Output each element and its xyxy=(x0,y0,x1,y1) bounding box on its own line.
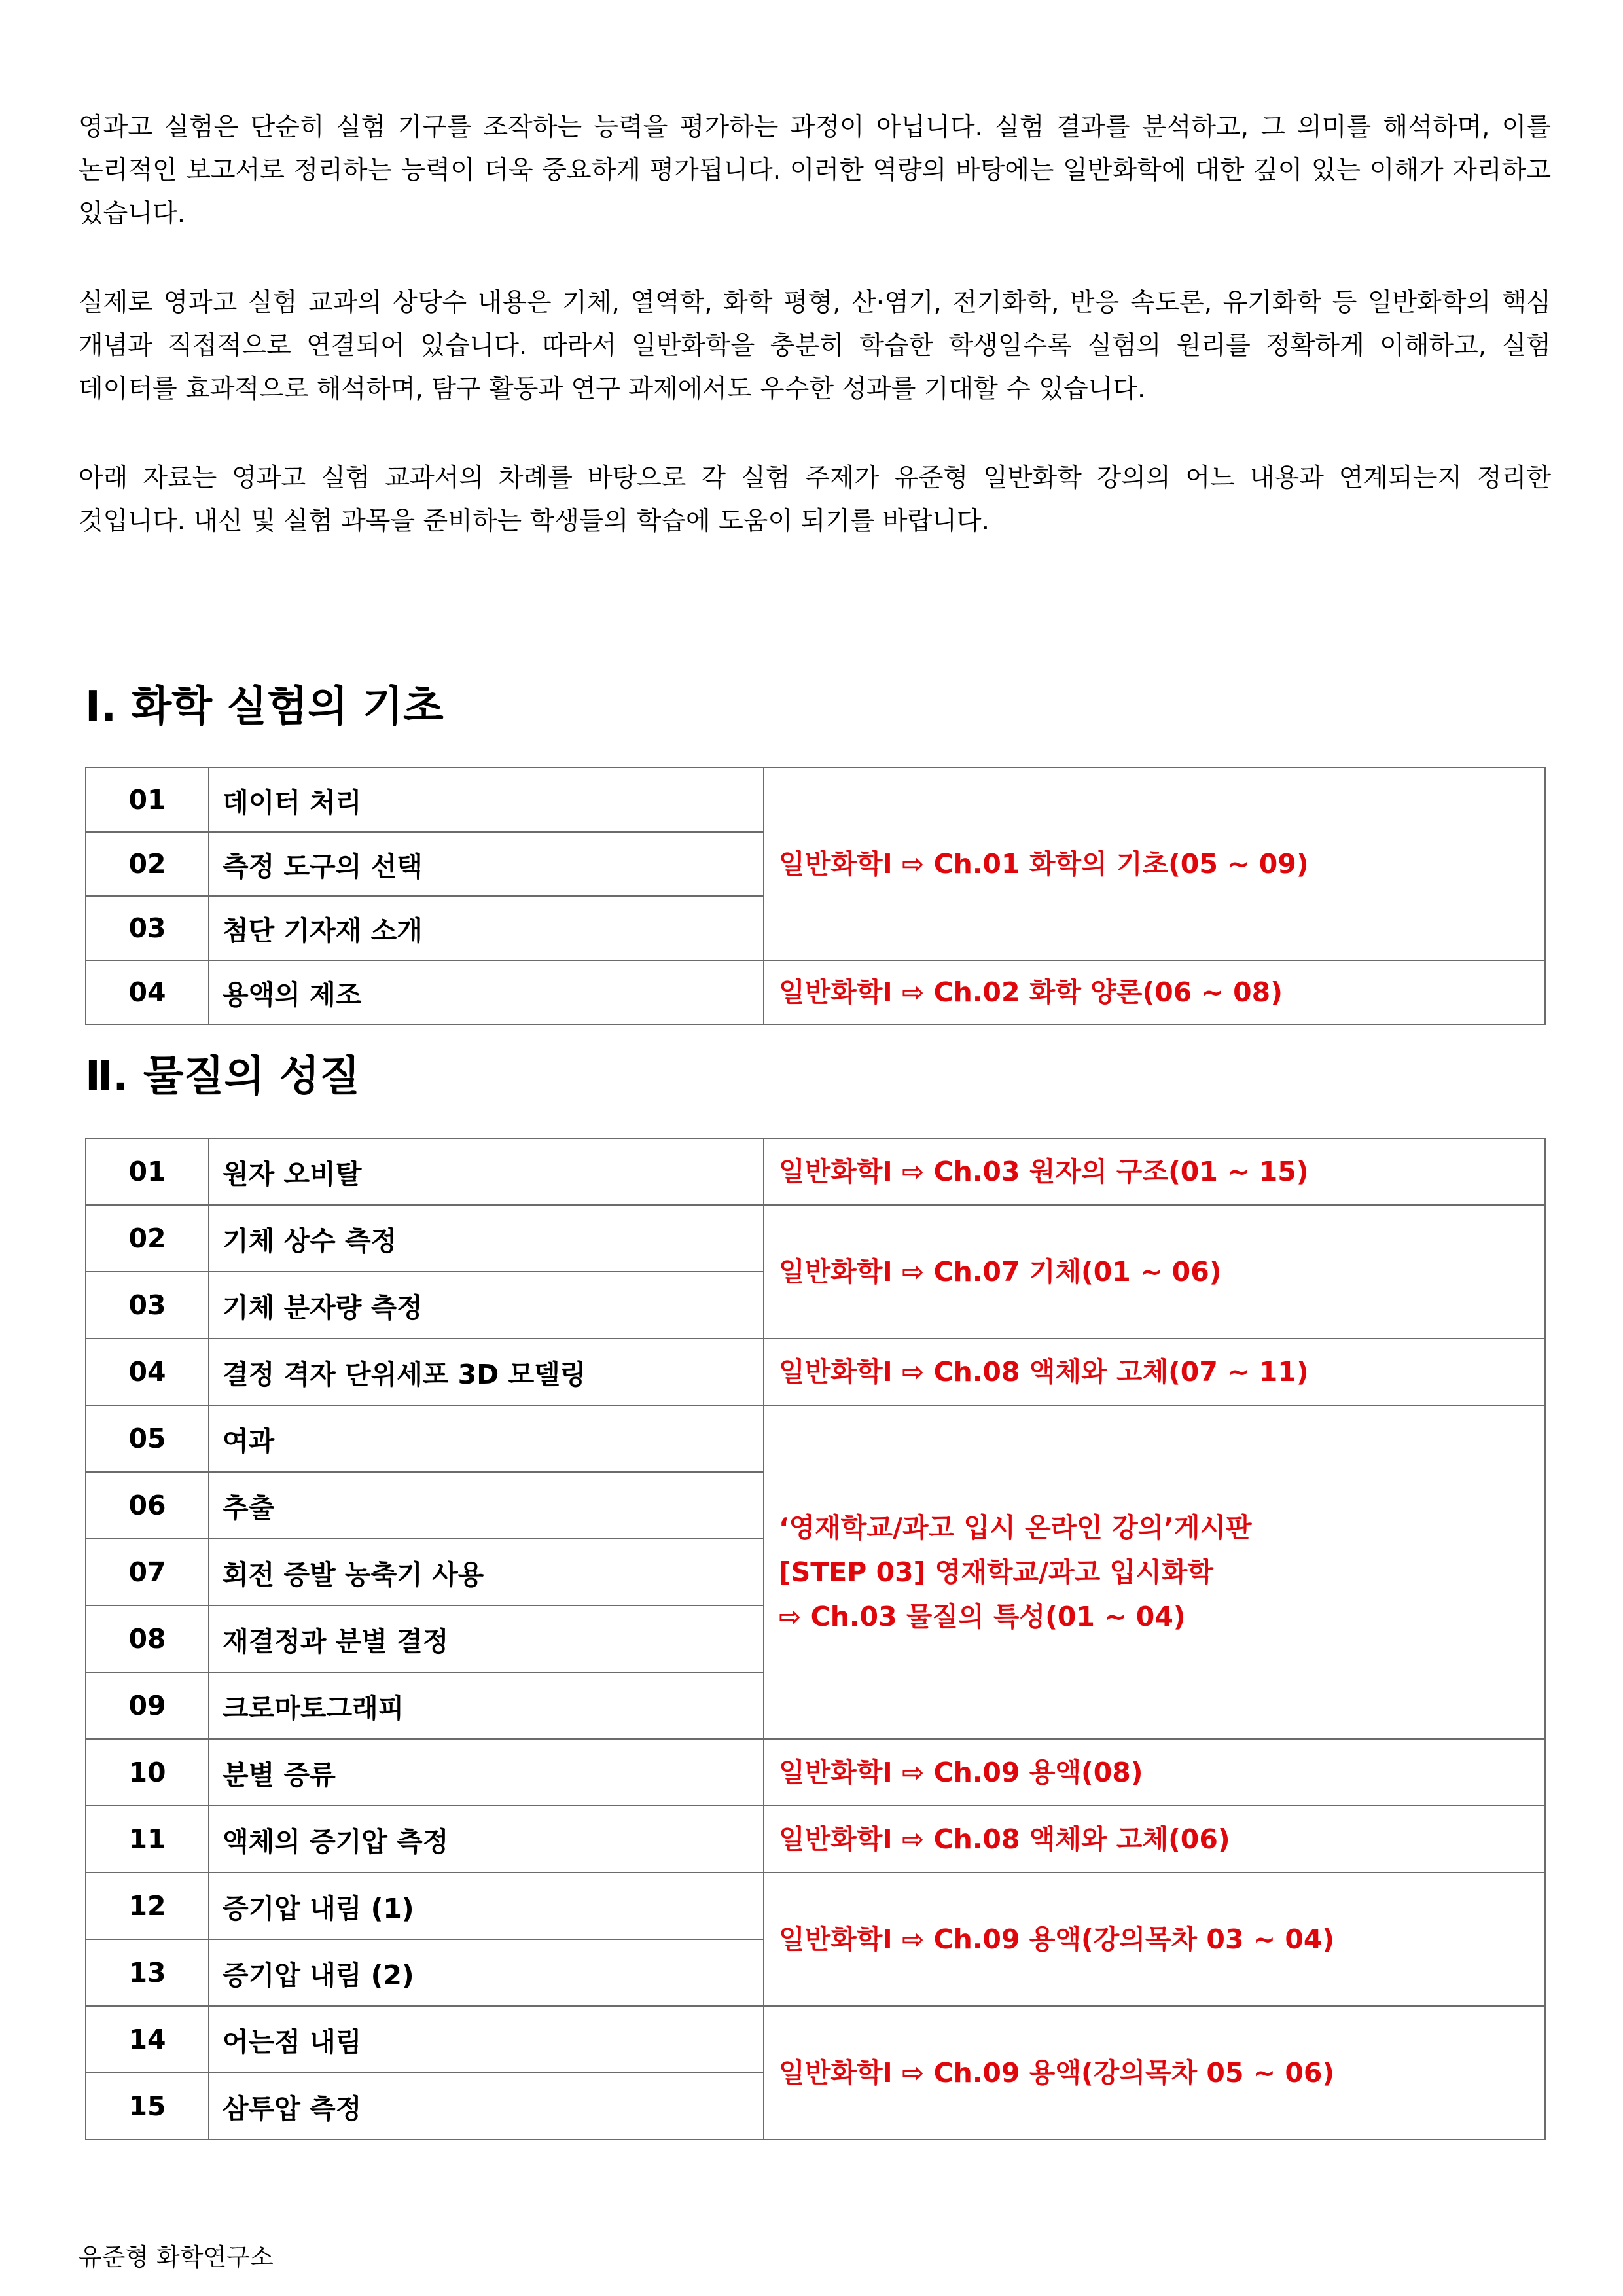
item-number: 06 xyxy=(86,1472,209,1539)
item-topic: 데이터 처리 xyxy=(209,768,764,832)
reference-line: 일반화학Ⅰ ⇨ Ch.07 기체(01 ~ 06) xyxy=(779,1256,1222,1287)
footer-text: 유준형 화학연구소 xyxy=(79,2243,274,2271)
item-number: 05 xyxy=(86,1405,209,1472)
item-topic: 여과 xyxy=(209,1405,764,1472)
reference-line: 일반화학Ⅰ ⇨ Ch.09 용액(강의목차 03 ~ 04) xyxy=(779,1924,1335,1955)
item-number: 11 xyxy=(86,1806,209,1873)
reference-line: 일반화학Ⅰ ⇨ Ch.03 원자의 구조(01 ~ 15) xyxy=(779,1156,1309,1187)
item-topic: 용액의 제조 xyxy=(209,960,764,1024)
reference-line: 일반화학Ⅰ ⇨ Ch.08 액체와 고체(06) xyxy=(779,1823,1230,1855)
item-topic: 회전 증발 농축기 사용 xyxy=(209,1539,764,1605)
item-number: 09 xyxy=(86,1672,209,1739)
reference-line: ‘영재학교/과고 입시 온라인 강의’게시판 xyxy=(779,1512,1252,1543)
item-topic: 액체의 증기압 측정 xyxy=(209,1806,764,1873)
item-number: 14 xyxy=(86,2006,209,2073)
reference-line: [STEP 03] 영재학교/과고 입시화학 xyxy=(779,1556,1213,1588)
item-number: 02 xyxy=(86,1205,209,1272)
item-number: 04 xyxy=(86,1338,209,1405)
item-number: 07 xyxy=(86,1539,209,1605)
item-topic: 기체 분자량 측정 xyxy=(209,1272,764,1338)
lecture-reference xyxy=(764,768,1545,960)
lecture-reference xyxy=(764,1205,1545,1338)
item-topic: 어는점 내림 xyxy=(209,2006,764,2073)
reference-line: 일반화학Ⅰ ⇨ Ch.09 용액(08) xyxy=(779,1757,1143,1788)
table-row xyxy=(86,1338,1545,1405)
table-row xyxy=(86,768,1545,832)
item-number: 15 xyxy=(86,2073,209,2140)
item-topic: 원자 오비탈 xyxy=(209,1138,764,1205)
item-number: 01 xyxy=(86,1138,209,1205)
item-number: 12 xyxy=(86,1873,209,1939)
table-row xyxy=(86,1873,1545,1939)
intro-paragraph: 아래 자료는 영과고 실험 교과서의 차례를 바탕으로 각 실험 주제가 유준형 일반화학 강의의 어느 내용과 연계되는지 정리한 것입니다. 내신 및 실험 과목을 준비하는 학생들의 학습에 도움이 되기를 바랍니다. xyxy=(79,463,1551,536)
lecture-reference xyxy=(764,2006,1545,2140)
lecture-reference xyxy=(764,1338,1545,1405)
item-topic: 결정 격자 단위세포 3D 모델링 xyxy=(209,1338,764,1405)
lecture-reference xyxy=(764,1806,1545,1873)
lecture-reference xyxy=(764,960,1545,1024)
lecture-reference xyxy=(764,1873,1545,2006)
intro-paragraph: 실제로 영과고 실험 교과의 상당수 내용은 기체, 열역학, 화학 평형, 산·염기, 전기화학, 반응 속도론, 유기화학 등 일반화학의 핵심 개념과 직접적으로 연결되어 있습니다. 따라서 일반화학을 충분히 학습한 학생일수록 실험의 원리를 정확하게 이해하고, 실험 데이터를 효과적으로 해석하며, 탐구 활동과 연구 과제에서도 우수한 성과를 기대할 수 있습니다. xyxy=(79,288,1551,404)
reference-line: 일반화학Ⅰ ⇨ Ch.02 화학 양론(06 ~ 08) xyxy=(779,977,1283,1008)
intro-paragraph: 영과고 실험은 단순히 실험 기구를 조작하는 능력을 평가하는 과정이 아닙니다. 실험 결과를 분석하고, 그 의미를 해석하며, 이를 논리적인 보고서로 정리하는 능력이 더욱 중요하게 평가됩니다. 이러한 역량의 바탕에는 일반화학에 대한 깊이 있는 이해가 자리하고 있습니다. xyxy=(79,113,1551,228)
section-title: Ⅰ. 화학 실험의 기초 xyxy=(85,683,444,731)
table-row xyxy=(86,1739,1545,1806)
reference-line: ⇨ Ch.03 물질의 특성(01 ~ 04) xyxy=(779,1601,1186,1632)
item-number: 03 xyxy=(86,1272,209,1338)
lecture-reference xyxy=(764,1138,1545,1205)
item-topic: 증기압 내림 (2) xyxy=(209,1939,764,2006)
table-row xyxy=(86,2006,1545,2073)
item-topic: 기체 상수 측정 xyxy=(209,1205,764,1272)
item-topic: 첨단 기자재 소개 xyxy=(209,896,764,960)
item-topic: 추출 xyxy=(209,1472,764,1539)
reference-line: 일반화학Ⅰ ⇨ Ch.01 화학의 기초(05 ~ 09) xyxy=(779,848,1309,880)
reference-line: 일반화학Ⅰ ⇨ Ch.08 액체와 고체(07 ~ 11) xyxy=(779,1356,1309,1388)
item-number: 10 xyxy=(86,1739,209,1806)
table-row xyxy=(86,1806,1545,1873)
section-title: Ⅱ. 물질의 성질 xyxy=(85,1052,361,1101)
lecture-reference xyxy=(764,1405,1545,1739)
table-row xyxy=(86,1405,1545,1472)
intro-text xyxy=(79,106,1551,589)
section1-table xyxy=(85,767,1546,1025)
item-number: 03 xyxy=(86,896,209,960)
item-topic: 분별 증류 xyxy=(209,1739,764,1806)
section2-table xyxy=(85,1138,1546,2140)
item-topic: 증기압 내림 (1) xyxy=(209,1873,764,1939)
item-number: 04 xyxy=(86,960,209,1024)
item-number: 01 xyxy=(86,768,209,832)
item-number: 02 xyxy=(86,832,209,896)
item-number: 08 xyxy=(86,1605,209,1672)
table-row xyxy=(86,1138,1545,1205)
table-row xyxy=(86,1205,1545,1272)
item-topic: 크로마토그래피 xyxy=(209,1672,764,1739)
reference-line: 일반화학Ⅰ ⇨ Ch.09 용액(강의목차 05 ~ 06) xyxy=(779,2057,1335,2089)
lecture-reference xyxy=(764,1739,1545,1806)
item-topic: 삼투압 측정 xyxy=(209,2073,764,2140)
item-topic: 재결정과 분별 결정 xyxy=(209,1605,764,1672)
item-topic: 측정 도구의 선택 xyxy=(209,832,764,896)
table-row xyxy=(86,960,1545,1024)
item-number: 13 xyxy=(86,1939,209,2006)
